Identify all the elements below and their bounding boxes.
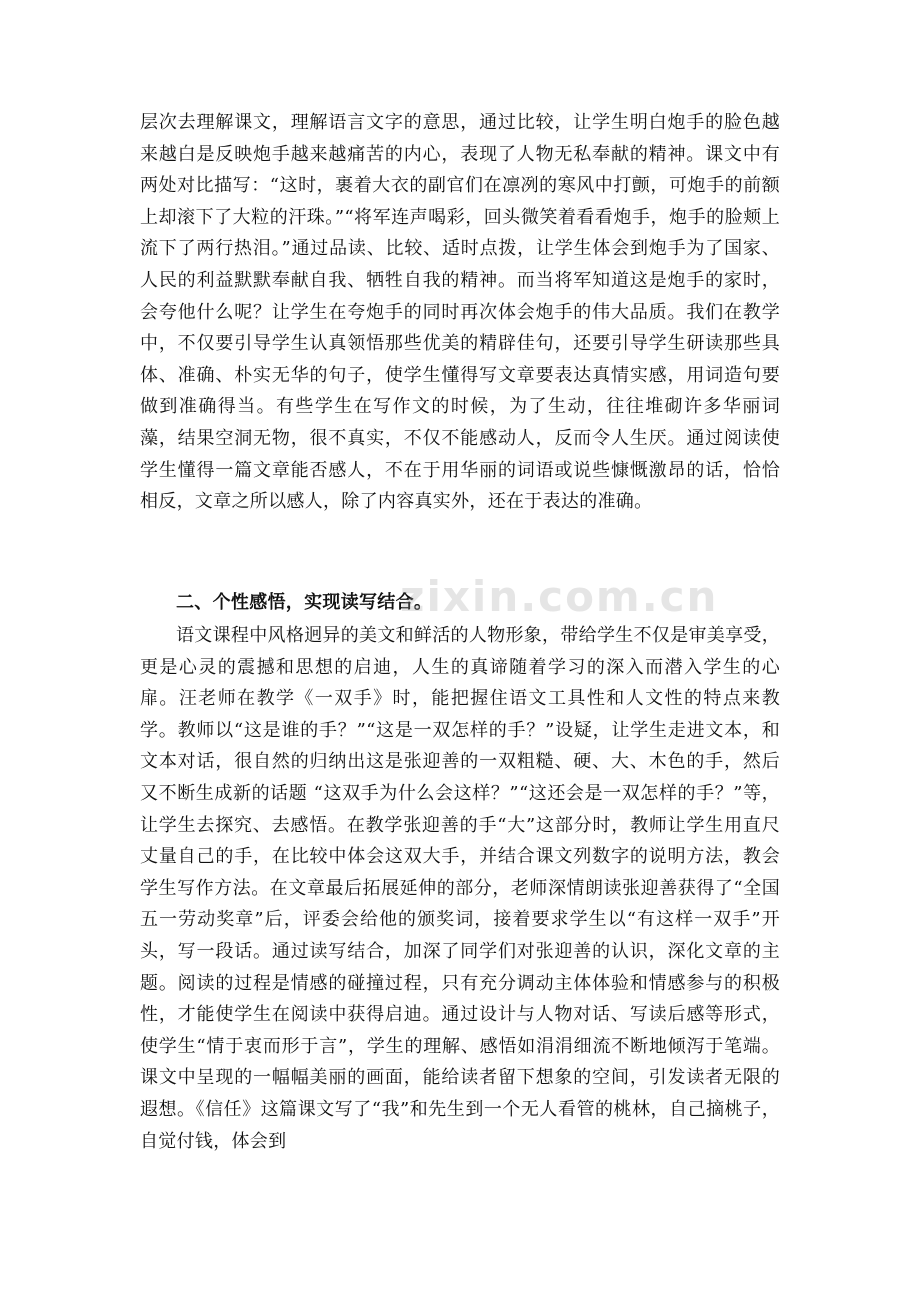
section-heading: 二、个性感悟，实现读写结合。 [176, 592, 433, 613]
body-text-block-1 [140, 107, 780, 518]
section-heading-wrap [140, 587, 780, 619]
watermark: zixin.com.cn [400, 572, 719, 621]
paragraph-1: 层次去理解课文，理解语言文字的意思，通过比较，让学生明白炮手的脸色越来越白是反映炮手越来越痛苦的内心，表现了人物无私奉献的精神。课文中有两处对比描写：“这时，裹着大衣的副官们在凛冽的寒风中打颤，可炮手的前额上却滚下了大粒的汗珠。”“将军连声喝彩，回头微笑着看看炮手，炮手的脸颊上流下了两行热泪。”通过品读、比较、适时点拨，让学生体会到炮手为了国家、人民的利益默默奉献自我、牺牲自我的精神。而当将军知道这是炮手的家时，会夸他什么呢？让学生在夸炮手的同时再次体会炮手的伟大品质。我们在教学中，不仅要引导学生认真领悟那些优美的精辟佳句，还要引导学生研读那些具体、准确、朴实无华的句子，使学生懂得写文章要表达真情实感，用词造句要做到准确得当。有些学生在写作文的时候，为了生动，往往堆砌许多华丽词藻，结果空洞无物，很不真实，不仅不能感动人，反而令人生厌。通过阅读使学生懂得一篇文章能否感人，不在于用华丽的词语或说些慷慨激昂的话，恰恰相反，文章之所以感人，除了内容真实外，还在于表达的准确。 [140, 112, 780, 513]
body-text-block-2 [140, 620, 780, 1157]
paragraph-2: 语文课程中风格迥异的美文和鲜活的人物形象，带给学生不仅是审美享受，更是心灵的震撼和思想的启迪，人生的真谛随着学习的深入而潜入学生的心扉。汪老师在教学《一双手》时，能把握住语文工具性和人文性的特点来教学。教师以“这是谁的手？”“这是一双怎样的手？”设疑，让学生走进文本，和文本对话，很自然的归纳出这是张迎善的一双粗糙、硬、大、木色的手，然后又不断生成新的话题 “这双手为什么会这样？”“这还会是一双怎样的手？”等，让学生去探究、去感悟。在教学张迎善的手“大”这部分时，教师让学生用直尺丈量自己的手，在比较中体会这双大手，并结合课文列数字的说明方法，教会学生写作方法。在文章最后拓展延伸的部分，老师深情朗读张迎善获得了“全国五一劳动奖章”后，评委会给他的颁奖词，接着要求学生以“有这样一双手”开头，写一段话。通过读写结合，加深了同学们对张迎善的认识，深化文章的主题。阅读的过程是情感的碰撞过程，只有充分调动主体体验和情感参与的积极性，才能使学生在阅读中获得启迪。通过设计与人物对话、写读后感等形式，使学生“情于衷而形于言”，学生的理解、感悟如涓涓细流不断地倾泻于笔端。课文中呈现的一幅幅美丽的画面，能给读者留下想象的空间，引发读者无限的遐想。《信任》这篇课文写了“我”和先生到一个无人看管的桃林，自己摘桃子，自觉付钱，体会到 [140, 625, 780, 1152]
